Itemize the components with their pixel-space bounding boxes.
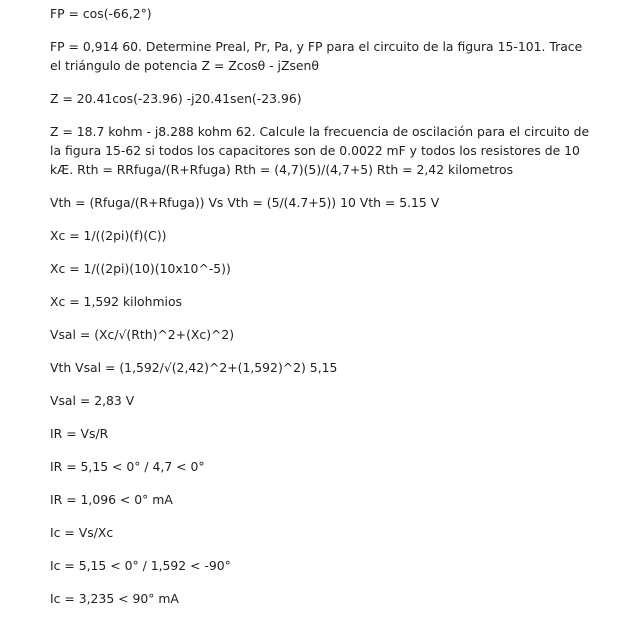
paragraph-vth: Vth = (Rfuga/(R+Rfuga)) Vs Vth = (5/(4.7+5)) 10 Vth = 5.15 V [50, 195, 440, 210]
paragraph-vsal-formula: Vsal = (Xc/√(Rth)^2+(Xc)^2) [50, 327, 235, 342]
paragraph-ir-substitution: IR = 5,15 < 0° / 4,7 < 0° [50, 459, 205, 474]
paragraph-vsal-substitution: Vth Vsal = (1,592/√(2,42)^2+(1,592)^2) 5,15 [50, 360, 338, 375]
paragraph-problem-62: Z = 18.7 kohm - j8.288 kohm 62. Calcule la frecuencia de oscilación para el circuito de la figura 15-62 si todos los capacitores son de 0.0022 mF y todos los resistores de 10 kÆ. Rth = RRfuga/(R+Rfuga) Rth = (4,7)(5)/(4,7+5) Rth = 2,42 kilometros [50, 124, 590, 177]
paragraph-ic-formula: Ic = Vs/Xc [50, 525, 114, 540]
paragraph-xc-substitution: Xc = 1/((2pi)(10)(10x10^-5)) [50, 261, 231, 276]
paragraph-z-expansion: Z = 20.41cos(-23.96) -j20.41sen(-23.96) [50, 91, 302, 106]
paragraph-vsal-result: Vsal = 2,83 V [50, 393, 135, 408]
paragraph-ic-result: Ic = 3,235 < 90° mA [50, 591, 179, 606]
paragraph-ir-formula: IR = Vs/R [50, 426, 109, 441]
paragraph-ic-substitution: Ic = 5,15 < 0° / 1,592 < -90° [50, 558, 231, 573]
paragraph-xc-formula: Xc = 1/((2pi)(f)(C)) [50, 228, 167, 243]
paragraph-fp-cos: FP = cos(-66,2°) [50, 6, 152, 21]
paragraph-xc-result: Xc = 1,592 kilohmios [50, 294, 183, 309]
paragraph-problem-60: FP = 0,914 60. Determine Preal, Pr, Pa, y FP para el circuito de la figura 15-101. Trace el triángulo de potencia Z = Zcosθ - jZsenθ [50, 39, 583, 73]
paragraph-ir-result: IR = 1,096 < 0° mA [50, 492, 173, 507]
document-body [50, 4, 590, 622]
